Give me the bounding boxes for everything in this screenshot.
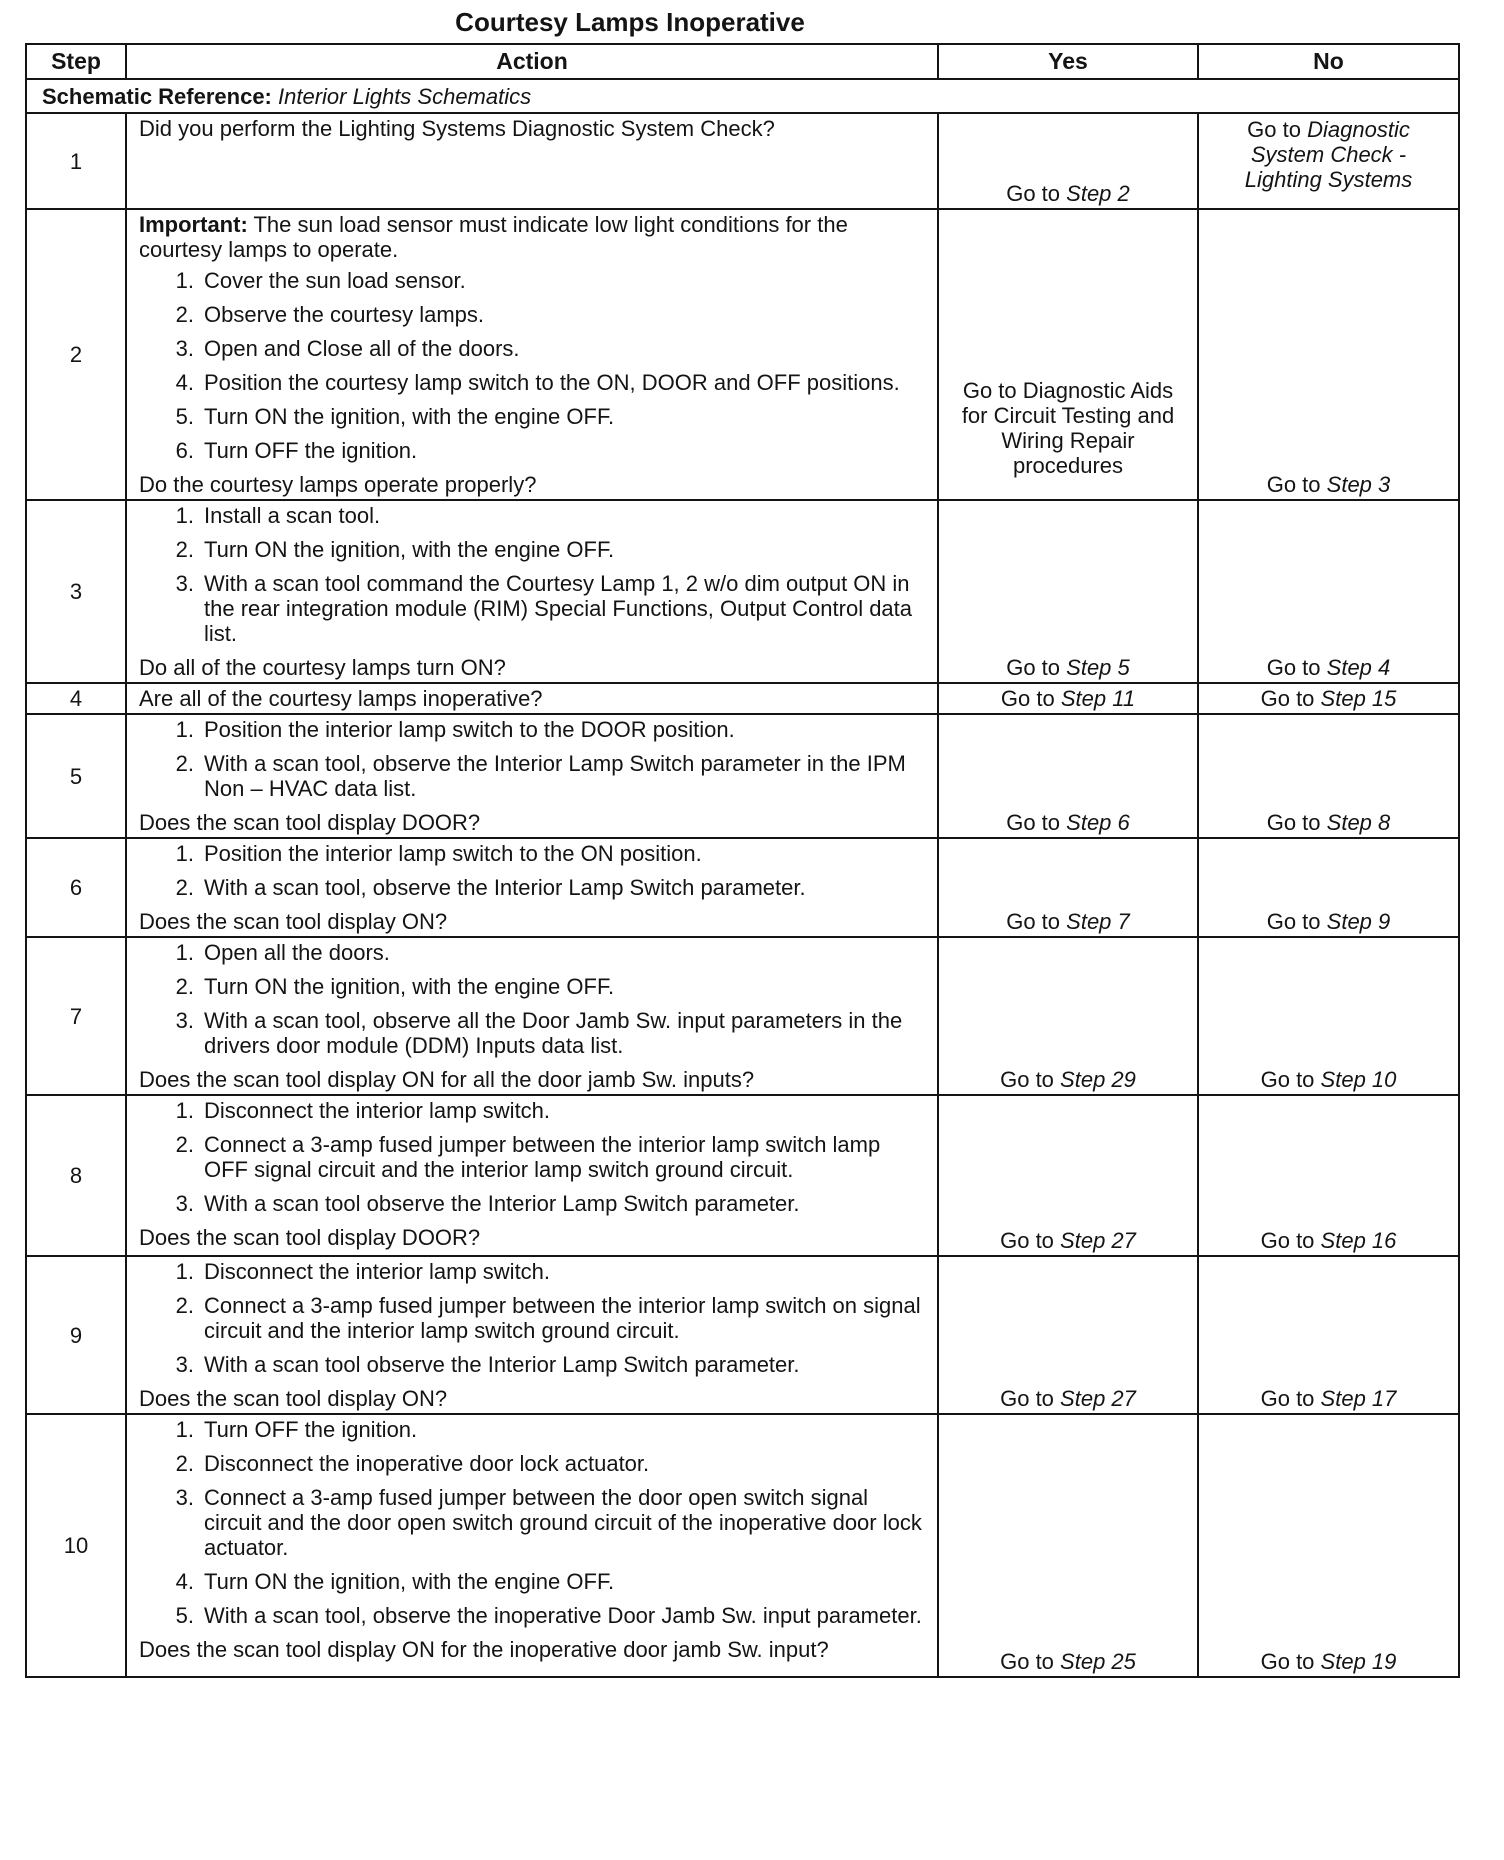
procedure-step-text: Turn ON the ignition, with the engine OFF. bbox=[204, 404, 615, 429]
procedure-step-text: Cover the sun load sensor. bbox=[204, 268, 466, 293]
yes-cell bbox=[938, 500, 1198, 683]
procedure-step bbox=[139, 336, 923, 361]
procedure-step bbox=[139, 1485, 923, 1560]
no-action bbox=[1199, 1649, 1458, 1674]
table-row bbox=[26, 683, 1459, 714]
yes-goto: Go to bbox=[1006, 810, 1061, 835]
procedure-step bbox=[139, 974, 923, 999]
table-row bbox=[26, 1095, 1459, 1256]
step-number: 7 bbox=[26, 937, 126, 1095]
procedure-step-text: With a scan tool, observe the inoperative Door Jamb Sw. input parameter. bbox=[204, 1603, 922, 1628]
yes-target: Step 2 bbox=[1066, 181, 1130, 206]
no-target: Step 4 bbox=[1326, 655, 1391, 680]
no-cell bbox=[1198, 1414, 1459, 1677]
yes-cell bbox=[938, 714, 1198, 838]
procedure-step-text: Position the interior lamp switch to the ON position. bbox=[204, 841, 702, 866]
procedure-step-text: Turn ON the ignition, with the engine OFF. bbox=[204, 537, 615, 562]
procedure-step-number: 1. bbox=[175, 717, 194, 742]
no-cell bbox=[1198, 113, 1459, 209]
header-yes: Yes bbox=[938, 44, 1198, 79]
action-cell bbox=[126, 1256, 938, 1414]
procedure-step bbox=[139, 1259, 923, 1284]
table-row bbox=[26, 1414, 1459, 1677]
procedure-step-number: 1. bbox=[175, 1098, 194, 1123]
procedure-steps bbox=[139, 503, 923, 646]
procedure-step-number: 2. bbox=[175, 1293, 194, 1318]
procedure-steps bbox=[139, 940, 923, 1058]
procedure-step-number: 2. bbox=[175, 875, 194, 900]
procedure-step-text: Disconnect the inoperative door lock actuator. bbox=[204, 1451, 650, 1476]
step-number: 3 bbox=[26, 500, 126, 683]
procedure-step-text: With a scan tool observe the Interior Lamp Switch parameter. bbox=[204, 1352, 800, 1377]
yes-cell bbox=[938, 209, 1198, 500]
yes-goto: Go to bbox=[1006, 655, 1061, 680]
action-cell bbox=[126, 113, 938, 209]
no-action bbox=[1199, 1386, 1458, 1411]
procedure-step-number: 1. bbox=[175, 940, 194, 965]
step-question: Did you perform the Lighting Systems Diagnostic System Check? bbox=[139, 116, 775, 141]
procedure-steps bbox=[139, 1098, 923, 1216]
no-target: Step 8 bbox=[1326, 810, 1391, 835]
yes-goto: Go to bbox=[1000, 1228, 1054, 1253]
procedure-step bbox=[139, 370, 923, 395]
yes-action bbox=[939, 1386, 1197, 1411]
step-question: Does the scan tool display ON for all the door jamb Sw. inputs? bbox=[139, 1067, 755, 1092]
yes-cell bbox=[938, 683, 1198, 714]
yes-goto: Go to bbox=[1000, 686, 1055, 711]
yes-action: Go to Diagnostic Aids for Circuit Testing and Wiring Repair procedures bbox=[961, 378, 1175, 478]
procedure-step-number: 3. bbox=[175, 1191, 194, 1216]
yes-cell bbox=[938, 113, 1198, 209]
procedure-steps bbox=[139, 841, 923, 900]
yes-target: Step 27 bbox=[1060, 1228, 1136, 1253]
procedure-step bbox=[139, 940, 923, 965]
procedure-step bbox=[139, 537, 923, 562]
action-cell bbox=[126, 1095, 938, 1256]
yes-action bbox=[939, 909, 1197, 934]
procedure-step-text: Turn ON the ignition, with the engine OFF. bbox=[204, 974, 615, 999]
action-cell bbox=[126, 714, 938, 838]
procedure-steps bbox=[139, 1259, 923, 1377]
procedure-step bbox=[139, 1008, 923, 1058]
procedure-step bbox=[139, 268, 923, 293]
step-number: 6 bbox=[26, 838, 126, 937]
no-action bbox=[1199, 1067, 1458, 1092]
procedure-step bbox=[139, 1191, 923, 1216]
no-action bbox=[1199, 686, 1458, 711]
step-question: Are all of the courtesy lamps inoperative? bbox=[139, 686, 543, 711]
no-action bbox=[1199, 909, 1458, 934]
table-row bbox=[26, 209, 1459, 500]
step-question: Does the scan tool display ON for the inoperative door jamb Sw. input? bbox=[139, 1637, 829, 1662]
procedure-step-number: 5. bbox=[175, 404, 194, 429]
procedure-step-text: Observe the courtesy lamps. bbox=[204, 302, 485, 327]
yes-action bbox=[939, 1067, 1197, 1092]
procedure-step-number: 6. bbox=[175, 438, 194, 463]
procedure-step-text: With a scan tool observe the Interior Lamp Switch parameter. bbox=[204, 1191, 800, 1216]
procedure-step-text: Disconnect the interior lamp switch. bbox=[204, 1098, 551, 1123]
procedure-step bbox=[139, 404, 923, 429]
table-row bbox=[26, 500, 1459, 683]
page-title: Courtesy Lamps Inoperative bbox=[455, 7, 805, 37]
procedure-step-text: With a scan tool, observe the Interior Lamp Switch parameter in the IPM Non – HVAC data list. bbox=[204, 751, 906, 801]
step-number: 1 bbox=[26, 113, 126, 209]
step-number: 10 bbox=[26, 1414, 126, 1677]
procedure-step bbox=[139, 751, 923, 801]
procedure-step-text: With a scan tool, observe all the Door Jamb Sw. input parameters in the drivers door module (DDM) Inputs data list. bbox=[204, 1008, 903, 1058]
procedure-step-text: Open and Close all of the doors. bbox=[204, 336, 520, 361]
yes-action bbox=[939, 810, 1197, 835]
procedure-step-number: 3. bbox=[175, 1352, 194, 1377]
step-question: Does the scan tool display DOOR? bbox=[139, 810, 481, 835]
no-goto: Go to bbox=[1266, 472, 1321, 497]
step-question: Do all of the courtesy lamps turn ON? bbox=[139, 655, 506, 680]
yes-cell bbox=[938, 838, 1198, 937]
no-cell bbox=[1198, 1256, 1459, 1414]
no-goto: Go to bbox=[1260, 1649, 1315, 1674]
yes-cell bbox=[938, 1414, 1198, 1677]
yes-target: Step 25 bbox=[1060, 1649, 1136, 1674]
step-number: 9 bbox=[26, 1256, 126, 1414]
important-note bbox=[139, 212, 923, 262]
no-action bbox=[1199, 810, 1458, 835]
table-header-row bbox=[26, 44, 1459, 79]
important-label: Important: bbox=[139, 212, 248, 237]
action-cell bbox=[126, 937, 938, 1095]
procedure-steps bbox=[139, 1417, 923, 1628]
yes-action bbox=[939, 1228, 1197, 1253]
no-target: Step 9 bbox=[1326, 909, 1391, 934]
no-target: Step 10 bbox=[1320, 1067, 1397, 1092]
table-row bbox=[26, 113, 1459, 209]
yes-target: Step 7 bbox=[1066, 909, 1130, 934]
no-cell bbox=[1198, 838, 1459, 937]
procedure-step-number: 1. bbox=[175, 1259, 194, 1284]
procedure-step-number: 3. bbox=[175, 1008, 194, 1033]
yes-goto: Go to bbox=[1006, 909, 1061, 934]
procedure-step-text: Turn OFF the ignition. bbox=[204, 438, 418, 463]
procedure-step-number: 4. bbox=[175, 370, 194, 395]
table-row bbox=[26, 838, 1459, 937]
yes-action bbox=[939, 686, 1197, 711]
procedure-step-number: 1. bbox=[175, 268, 194, 293]
procedure-step-text: Open all the doors. bbox=[204, 940, 390, 965]
schematic-reference-label: Schematic Reference: bbox=[42, 83, 272, 109]
yes-goto: Go to bbox=[1000, 1067, 1054, 1092]
procedure-steps bbox=[139, 717, 923, 801]
no-target: Step 17 bbox=[1320, 1386, 1397, 1411]
no-goto: Go to bbox=[1260, 1228, 1315, 1253]
step-number: 5 bbox=[26, 714, 126, 838]
yes-action bbox=[939, 655, 1197, 680]
procedure-step bbox=[139, 302, 923, 327]
yes-cell bbox=[938, 1095, 1198, 1256]
no-cell bbox=[1198, 714, 1459, 838]
procedure-step bbox=[139, 1132, 923, 1182]
procedure-step bbox=[139, 1098, 923, 1123]
schematic-reference bbox=[26, 79, 1459, 113]
yes-cell bbox=[938, 1256, 1198, 1414]
step-question: Do the courtesy lamps operate properly? bbox=[139, 472, 537, 497]
procedure-step bbox=[139, 1569, 923, 1594]
no-cell bbox=[1198, 209, 1459, 500]
procedure-step-text: Install a scan tool. bbox=[204, 503, 381, 528]
diagnostic-table bbox=[25, 43, 1460, 1678]
yes-target: Step 29 bbox=[1060, 1067, 1136, 1092]
step-question: Does the scan tool display ON? bbox=[139, 1386, 448, 1411]
yes-target: Step 27 bbox=[1060, 1386, 1136, 1411]
procedure-step-number: 2. bbox=[175, 1132, 194, 1157]
step-question: Does the scan tool display ON? bbox=[139, 909, 448, 934]
no-cell bbox=[1198, 937, 1459, 1095]
important-text: The sun load sensor must indicate low light conditions for the courtesy lamps to operate. bbox=[139, 212, 848, 262]
yes-target: Step 5 bbox=[1066, 655, 1130, 680]
procedure-step-number: 2. bbox=[175, 751, 194, 776]
procedure-step-text: Connect a 3-amp fused jumper between the door open switch signal circuit and the door open switch ground circuit of the inoperative door lock actuator. bbox=[204, 1485, 922, 1560]
yes-action bbox=[939, 1649, 1197, 1674]
procedure-step-number: 2. bbox=[175, 537, 194, 562]
yes-target: Step 6 bbox=[1066, 810, 1130, 835]
action-cell bbox=[126, 683, 938, 714]
schematic-reference-row bbox=[26, 79, 1459, 113]
step-question: Does the scan tool display DOOR? bbox=[139, 1225, 481, 1250]
no-target: Step 19 bbox=[1320, 1649, 1397, 1674]
header-action: Action bbox=[126, 44, 938, 79]
no-target: Step 15 bbox=[1320, 686, 1397, 711]
no-action bbox=[1199, 472, 1458, 497]
procedure-step-text: Connect a 3-amp fused jumper between the interior lamp switch on signal circuit and the interior lamp switch ground circuit. bbox=[204, 1293, 921, 1343]
no-target: Diagnostic System Check - Lighting Systems bbox=[1244, 117, 1413, 192]
procedure-step-text: Turn OFF the ignition. bbox=[204, 1417, 418, 1442]
procedure-step-text: With a scan tool, observe the Interior Lamp Switch parameter. bbox=[204, 875, 806, 900]
procedure-step-text: Position the courtesy lamp switch to the ON, DOOR and OFF positions. bbox=[204, 370, 900, 395]
procedure-step-number: 3. bbox=[175, 1485, 194, 1510]
procedure-step-number: 2. bbox=[175, 974, 194, 999]
no-cell bbox=[1198, 500, 1459, 683]
procedure-step-number: 2. bbox=[175, 302, 194, 327]
procedure-step-text: Disconnect the interior lamp switch. bbox=[204, 1259, 551, 1284]
no-goto: Go to bbox=[1266, 909, 1321, 934]
procedure-step bbox=[139, 717, 923, 742]
schematic-reference-value: Interior Lights Schematics bbox=[278, 83, 532, 109]
no-goto: Go to bbox=[1247, 117, 1301, 142]
yes-goto: Go to bbox=[1000, 1386, 1054, 1411]
yes-target: Step 11 bbox=[1060, 686, 1136, 711]
procedure-step-number: 1. bbox=[175, 503, 194, 528]
step-number: 4 bbox=[26, 683, 126, 714]
no-goto: Go to bbox=[1266, 810, 1321, 835]
procedure-step-text: Position the interior lamp switch to the DOOR position. bbox=[204, 717, 735, 742]
no-target: Step 16 bbox=[1320, 1228, 1397, 1253]
no-action bbox=[1199, 114, 1458, 192]
procedure-step-text: Turn ON the ignition, with the engine OFF. bbox=[204, 1569, 615, 1594]
yes-action bbox=[939, 181, 1197, 206]
procedure-step-number: 5. bbox=[175, 1603, 194, 1628]
procedure-step bbox=[139, 438, 923, 463]
step-number: 8 bbox=[26, 1095, 126, 1256]
procedure-step-number: 1. bbox=[175, 841, 194, 866]
header-step: Step bbox=[26, 44, 126, 79]
procedure-step bbox=[139, 1451, 923, 1476]
table-row bbox=[26, 1256, 1459, 1414]
procedure-step bbox=[139, 503, 923, 528]
no-action bbox=[1199, 655, 1458, 680]
procedure-step bbox=[139, 1417, 923, 1442]
procedure-step-number: 3. bbox=[175, 336, 194, 361]
procedure-step-text: With a scan tool command the Courtesy Lamp 1, 2 w/o dim output ON in the rear integration module (RIM) Special Functions, Output Control data list. bbox=[204, 571, 913, 646]
table-row bbox=[26, 937, 1459, 1095]
procedure-step bbox=[139, 875, 923, 900]
procedure-step-number: 4. bbox=[175, 1569, 194, 1594]
table-row bbox=[26, 714, 1459, 838]
no-target: Step 3 bbox=[1326, 472, 1391, 497]
procedure-step bbox=[139, 571, 923, 646]
no-cell bbox=[1198, 1095, 1459, 1256]
no-goto: Go to bbox=[1266, 655, 1321, 680]
action-cell bbox=[126, 838, 938, 937]
procedure-step bbox=[139, 1603, 923, 1628]
action-cell bbox=[126, 209, 938, 500]
procedure-step-number: 2. bbox=[175, 1451, 194, 1476]
no-cell bbox=[1198, 683, 1459, 714]
no-action bbox=[1199, 1228, 1458, 1253]
procedure-step-text: Connect a 3-amp fused jumper between the interior lamp switch lamp OFF signal circuit and the interior lamp switch ground circuit. bbox=[204, 1132, 881, 1182]
yes-cell bbox=[938, 937, 1198, 1095]
procedure-step-number: 1. bbox=[175, 1417, 194, 1442]
procedure-step bbox=[139, 1293, 923, 1343]
action-cell bbox=[126, 1414, 938, 1677]
step-number: 2 bbox=[26, 209, 126, 500]
procedure-step bbox=[139, 841, 923, 866]
no-goto: Go to bbox=[1260, 1386, 1315, 1411]
action-cell bbox=[126, 500, 938, 683]
no-goto: Go to bbox=[1260, 1067, 1315, 1092]
header-no: No bbox=[1198, 44, 1459, 79]
procedure-step-number: 3. bbox=[175, 571, 194, 596]
procedure-step bbox=[139, 1352, 923, 1377]
yes-goto: Go to bbox=[1006, 181, 1061, 206]
no-goto: Go to bbox=[1260, 686, 1315, 711]
procedure-steps bbox=[139, 268, 923, 463]
yes-goto: Go to bbox=[1000, 1649, 1054, 1674]
